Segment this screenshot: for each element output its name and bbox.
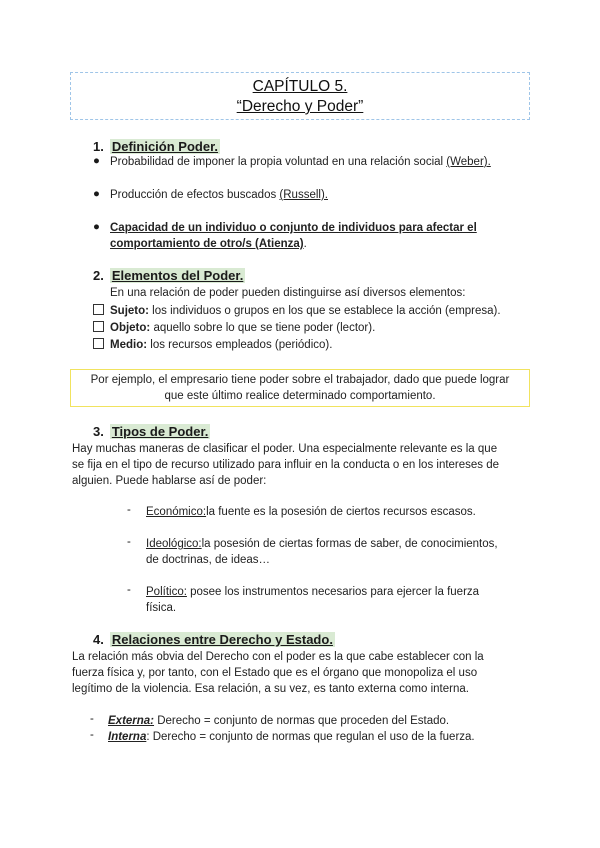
bullet-icon: ● [93, 188, 100, 200]
section-1-title: Definición Poder. [111, 139, 219, 154]
section-4-intro-line-1: La relación más obvia del Derecho con el poder es la que cabe establecer con la [72, 651, 484, 663]
section-1-number: 1. [93, 139, 104, 154]
example-box [70, 369, 530, 407]
definition-atienza-line1: Capacidad de un individuo o conjunto de individuos para afectar el [110, 222, 477, 234]
element-text: los recursos empleados (periódico). [147, 339, 333, 351]
element-sujeto [93, 303, 501, 319]
element-text: aquello sobre lo que se tiene poder (lector). [150, 322, 376, 334]
section-3-intro-line-3: alguien. Puede hablarse así de poder: [72, 475, 267, 487]
relation-text: Derecho = conjunto de normas que proceden del Estado. [154, 715, 450, 727]
section-3-title: Tipos de Poder. [111, 424, 209, 439]
element-term: Medio: [110, 339, 148, 351]
bullet-icon: ● [93, 155, 100, 167]
definition-russell [110, 187, 328, 203]
section-3-intro-line-2: se fija en el tipo de recurso utilizado para influir en la conducta o en los intereses de [72, 459, 500, 471]
section-2-number: 2. [93, 268, 104, 283]
section-2-heading [93, 268, 245, 283]
section-2-intro: En una relación de poder pueden distinguirse así diversos elementos: [110, 287, 466, 299]
type-text: posee los instrumentos necesarios para ejercer la fuerza [186, 586, 480, 598]
dash-marker: - [90, 713, 94, 725]
chapter-title-box [70, 72, 530, 120]
section-3-number: 3. [93, 424, 104, 439]
section-3-intro-line-1: Hay muchas maneras de clasificar el poder. Una especialmente relevante es la que [72, 443, 498, 455]
relation-term: Interna [108, 731, 147, 743]
type-text: la posesión de ciertas formas de saber, de conocimientos, [201, 538, 498, 550]
dash-marker: - [127, 536, 131, 548]
dash-marker: - [127, 584, 131, 596]
section-4-title: Relaciones entre Derecho y Estado. [111, 632, 333, 647]
definition-text: Probabilidad de imponer la propia voluntad en una relación social [110, 156, 447, 168]
dash-marker: - [127, 504, 131, 516]
type-term: Ideológico: [146, 538, 202, 550]
section-4-number: 4. [93, 632, 104, 647]
element-text: los individuos o grupos en los que se establece la acción (empresa). [148, 305, 501, 317]
type-ideologico-line-2: de doctrinas, de ideas… [146, 554, 271, 566]
section-1-heading [93, 139, 220, 154]
relation-interna [108, 729, 475, 745]
definition-text: Producción de efectos buscados [110, 189, 280, 201]
type-politico [146, 584, 479, 600]
definition-atienza-text: comportamiento de otro/s (Atienza) [110, 238, 304, 250]
chapter-title: “Derecho y Poder” [236, 98, 364, 115]
relation-term: Externa: [108, 715, 155, 727]
section-4-heading [93, 632, 335, 647]
element-term: Sujeto: [110, 305, 149, 317]
type-term: Económico: [146, 506, 207, 518]
relation-text: : Derecho = conjunto de normas que regulan el uso de la fuerza. [146, 731, 475, 743]
checkbox-icon [93, 338, 104, 349]
section-4-intro-line-3: legítimo de la violencia. Esa relación, a su vez, es tanto externa como interna. [72, 683, 469, 695]
type-text: la fuente es la posesión de ciertos recursos escasos. [206, 506, 476, 518]
checkbox-icon [93, 304, 104, 315]
element-objeto [93, 320, 375, 336]
element-medio [93, 337, 332, 353]
section-2-title: Elementos del Poder. [111, 268, 244, 283]
chapter-number: CAPÍTULO 5. [252, 78, 348, 95]
type-ideologico [146, 536, 498, 552]
element-term: Objeto: [110, 322, 151, 334]
definition-weber [110, 154, 491, 170]
relation-externa [108, 713, 449, 729]
type-term: Político: [146, 586, 187, 598]
definition-atienza-line2 [110, 236, 307, 252]
type-politico-line-2: física. [146, 602, 177, 614]
example-line-2: que este último realice determinado comportamiento. [164, 390, 436, 402]
period: . [303, 238, 307, 250]
example-line-1: Por ejemplo, el empresario tiene poder sobre el trabajador, dado que puede lograr [90, 374, 510, 386]
reference-weber: (Weber). [446, 156, 491, 168]
bullet-icon: ● [93, 221, 100, 233]
section-3-heading [93, 424, 210, 439]
type-economico [146, 504, 476, 520]
reference-russell: (Russell). [279, 189, 328, 201]
section-4-intro-line-2: fuerza física y, por tanto, con el Estado que es el órgano que monopoliza el uso [72, 667, 478, 679]
dash-marker: - [90, 729, 94, 741]
checkbox-icon [93, 321, 104, 332]
